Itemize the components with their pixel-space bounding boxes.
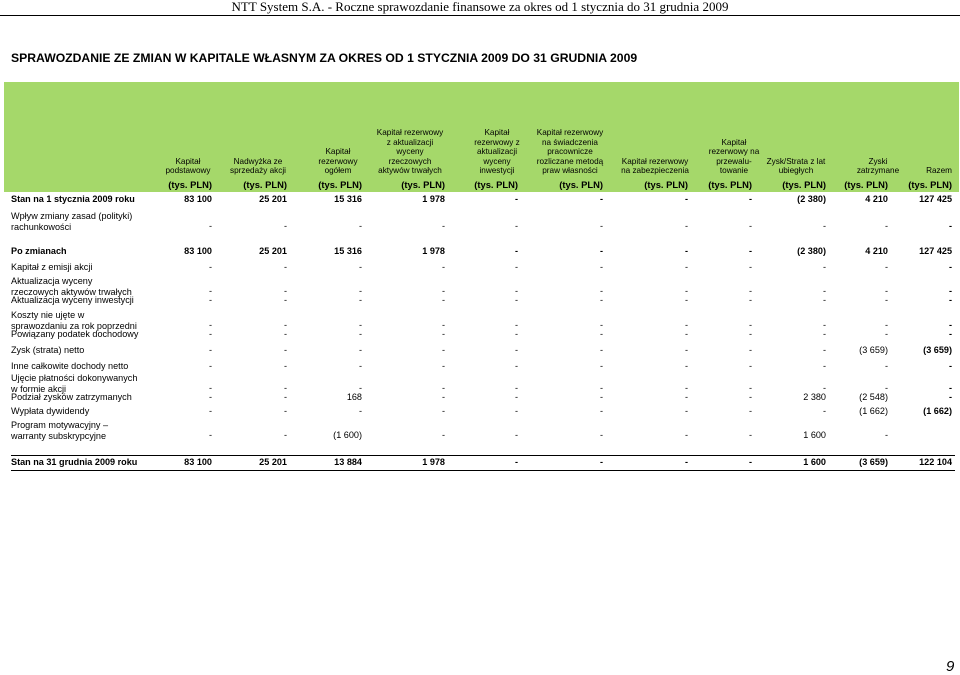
unit-label: (tys. PLN) [318,179,362,190]
table-cell: - [599,194,603,204]
table-cell: - [822,329,826,339]
unit-label: (tys. PLN) [644,179,688,190]
table-cell: - [441,430,445,440]
row-label: Powiązany podatek dochodowy [11,329,139,339]
table-cell: - [948,320,952,330]
table-cell: - [514,329,518,339]
table-cell: 4 210 [865,246,888,256]
table-cell: (3 659) [859,345,888,355]
table-cell: - [884,221,888,231]
table-cell: - [822,383,826,393]
table-cell: - [748,329,752,339]
table-cell: - [514,383,518,393]
table-cell: - [599,345,603,355]
table-cell: - [948,329,952,339]
column-header: Kapitał rezerwowy ogółem [318,147,358,176]
table-cell: - [822,406,826,416]
table-cell: (1 662) [859,406,888,416]
table-cell: - [514,262,518,272]
total-rule-bottom [11,470,955,471]
table-cell: 15 316 [334,246,362,256]
column-header: Razem [926,166,952,176]
table-cell: - [684,320,688,330]
table-cell: - [948,392,952,402]
table-cell: - [283,406,287,416]
table-cell: - [684,383,688,393]
table-cell: - [358,262,362,272]
header-rule [0,15,960,16]
table-cell: 168 [346,392,362,402]
table-cell: 15 316 [334,194,362,204]
table-cell: - [441,383,445,393]
table-cell: - [283,320,287,330]
table-cell: - [822,286,826,296]
table-cell: - [599,430,603,440]
table-cell: - [684,295,688,305]
row-label: Stan na 31 grudnia 2009 roku [11,457,138,467]
table-cell: - [884,262,888,272]
table-cell: - [684,221,688,231]
table-cell: - [948,286,952,296]
table-cell: - [822,262,826,272]
table-cell: - [283,286,287,296]
table-cell: - [599,406,603,416]
table-cell: - [748,457,752,467]
table-cell: - [441,286,445,296]
table-cell: - [283,295,287,305]
table-cell: - [208,262,212,272]
table-cell: - [208,406,212,416]
total-rule-top [11,455,955,456]
table-cell: 127 425 [919,194,952,204]
table-cell: - [514,221,518,231]
table-cell: - [948,262,952,272]
table-cell: - [358,361,362,371]
unit-row [0,179,960,190]
table-cell: - [884,430,888,440]
table-cell: - [748,430,752,440]
table-cell: - [684,286,688,296]
table-cell: - [948,295,952,305]
table-cell: - [948,383,952,393]
table-cell: - [748,406,752,416]
table-cell: - [599,329,603,339]
table-cell: - [599,361,603,371]
table-cell: 122 104 [919,457,952,467]
table-cell: 1 978 [422,457,445,467]
table-cell: - [208,329,212,339]
row-label: Aktualizacja wyceny inwestycji [11,295,134,305]
table-cell: - [684,329,688,339]
table-cell: 25 201 [259,457,287,467]
table-cell: 1 600 [803,430,826,440]
table-cell: 25 201 [259,194,287,204]
table-cell: 1 978 [422,194,445,204]
table-cell: - [441,392,445,402]
table-cell: - [599,286,603,296]
table-cell: - [514,295,518,305]
table-cell: - [684,430,688,440]
table-cell: 127 425 [919,246,952,256]
table-cell: - [684,392,688,402]
column-header: Zysk/Strata z lat ubiegłych [766,156,826,176]
document-header: NTT System S.A. - Roczne sprawozdanie finansowe za okres od 1 stycznia do 31 grudnia 2009 [231,0,729,14]
unit-label: (tys. PLN) [168,179,212,190]
table-cell: - [358,295,362,305]
table-cell: - [748,361,752,371]
table-cell: 83 100 [184,194,212,204]
table-cell: - [748,246,752,256]
table-cell: 4 210 [865,194,888,204]
table-cell: - [884,295,888,305]
table-cell: - [358,383,362,393]
row-label: Podział zysków zatrzymanych [11,392,132,402]
table-cell: - [514,286,518,296]
table-cell: - [514,392,518,402]
table-cell: (2 548) [859,392,888,402]
unit-label: (tys. PLN) [908,179,952,190]
column-header: Kapitał rezerwowy na zabezpieczenia [621,156,689,176]
row-label: Wypłata dywidendy [11,406,90,416]
table-cell: (2 380) [797,194,826,204]
table-cell: - [514,246,518,256]
table-cell: - [283,345,287,355]
table-cell: - [208,383,212,393]
table-cell: - [441,320,445,330]
table-cell: - [599,392,603,402]
report-title: SPRAWOZDANIE ZE ZMIAN W KAPITALE WŁASNYM ZA OKRES OD 1 STYCZNIA 2009 DO 31 GRUDNIA 2009 [11,51,638,65]
table-cell: - [441,345,445,355]
row-label: Stan na 1 stycznia 2009 roku [11,194,135,204]
unit-label: (tys. PLN) [401,179,445,190]
table-cell: - [884,383,888,393]
table-cell: - [283,383,287,393]
table-cell: (3 659) [859,457,888,467]
table-cell: - [948,361,952,371]
table-cell: - [748,295,752,305]
table-cell: - [822,345,826,355]
table-cell: - [748,221,752,231]
table-cell: - [884,286,888,296]
table-cell: - [358,320,362,330]
row-label: Kapitał z emisji akcji [11,262,93,272]
table-cell: - [208,286,212,296]
table-cell: - [208,320,212,330]
table-cell: - [514,361,518,371]
row-label: Aktualizacja wyceny rzeczowych aktywów trwałych [11,276,132,297]
table-cell: - [514,194,518,204]
table-cell: - [514,406,518,416]
row-label: Po zmianach [11,246,67,256]
table-cell: - [283,361,287,371]
unit-label: (tys. PLN) [474,179,518,190]
table-cell: - [684,246,688,256]
table-cell: - [208,430,212,440]
table-cell: - [208,345,212,355]
column-header: Kapitał rezerwowy z aktualizacji wyceny inwestycji [474,128,520,176]
row-label: Ujęcie płatności dokonywanych w formie akcji [11,373,138,394]
table-cell: - [441,295,445,305]
table-cell: (3 659) [923,345,952,355]
unit-label: (tys. PLN) [708,179,752,190]
row-label: Program motywacyjny – warranty subskrypcyjne [11,420,109,441]
table-cell: - [283,329,287,339]
table-cell: - [948,221,952,231]
table-cell: - [208,295,212,305]
table-cell: - [283,392,287,402]
table-cell: - [822,221,826,231]
table-cell: - [283,221,287,231]
table-cell: - [441,221,445,231]
table-cell: - [599,457,603,467]
table-cell: - [884,320,888,330]
table-cell: - [358,406,362,416]
table-cell: - [684,361,688,371]
row-label: Koszty nie ujęte w sprawozdaniu za rok poprzedni [11,310,137,331]
table-cell: - [441,329,445,339]
column-header: Kapitał podstawowy [165,156,211,176]
row-label: Zysk (strata) netto [11,345,85,355]
table-cell: - [822,361,826,371]
table-cell: - [748,383,752,393]
table-cell: - [884,329,888,339]
table-cell: - [684,194,688,204]
table-cell: - [441,406,445,416]
table-cell: - [358,286,362,296]
table-cell: - [208,392,212,402]
table-cell: - [441,361,445,371]
table-cell: - [884,361,888,371]
table-cell: 1 600 [803,457,826,467]
table-cell: - [684,457,688,467]
table-cell: - [358,221,362,231]
column-header: Kapitał rezerwowy na przewalu- towanie [708,137,760,176]
table-cell: - [822,320,826,330]
table-cell: - [208,361,212,371]
column-header: Zyski zatrzymane [856,156,900,176]
table-cell: - [599,383,603,393]
table-cell: - [283,262,287,272]
table-cell: - [748,345,752,355]
column-header: Nadwyżka ze sprzedaży akcji [230,156,286,176]
table-cell: - [684,262,688,272]
table-cell: - [599,262,603,272]
table-cell: - [822,295,826,305]
table-cell: - [514,457,518,467]
table-cell: - [514,320,518,330]
table-cell: - [684,406,688,416]
table-cell: (1 662) [923,406,952,416]
table-cell: - [514,345,518,355]
table-cell: - [599,246,603,256]
column-header: Kapitał rezerwowy na świadczenia pracownicze rozliczane metodą praw własności [536,128,604,176]
page-number: 9 [946,658,955,675]
table-cell: - [748,194,752,204]
table-cell: 13 884 [334,457,362,467]
table-cell: - [208,221,212,231]
table-cell: (1 600) [333,430,362,440]
table-cell: - [748,286,752,296]
table-cell: (2 380) [797,246,826,256]
table-cell: 1 978 [422,246,445,256]
table-cell: 2 380 [803,392,826,402]
table-cell: 25 201 [259,246,287,256]
table-cell: - [748,320,752,330]
table-cell: 83 100 [184,246,212,256]
table-cell: - [599,320,603,330]
table-cell: - [358,329,362,339]
row-label: Wpływ zmiany zasad (polityki) rachunkowości [11,211,133,232]
table-cell: - [684,345,688,355]
unit-label: (tys. PLN) [243,179,287,190]
table-cell: - [514,430,518,440]
unit-label: (tys. PLN) [782,179,826,190]
table-cell: - [748,262,752,272]
table-cell: - [358,345,362,355]
column-header: Kapitał rezerwowy z aktualizacji wyceny rzeczowych aktywów trwałych [376,128,444,176]
unit-label: (tys. PLN) [559,179,603,190]
unit-label: (tys. PLN) [844,179,888,190]
table-cell: - [599,221,603,231]
table-cell: 83 100 [184,457,212,467]
table-cell: - [283,430,287,440]
table-cell: - [748,392,752,402]
table-cell: - [441,262,445,272]
table-cell: - [599,295,603,305]
row-label: Inne całkowite dochody netto [11,361,129,371]
